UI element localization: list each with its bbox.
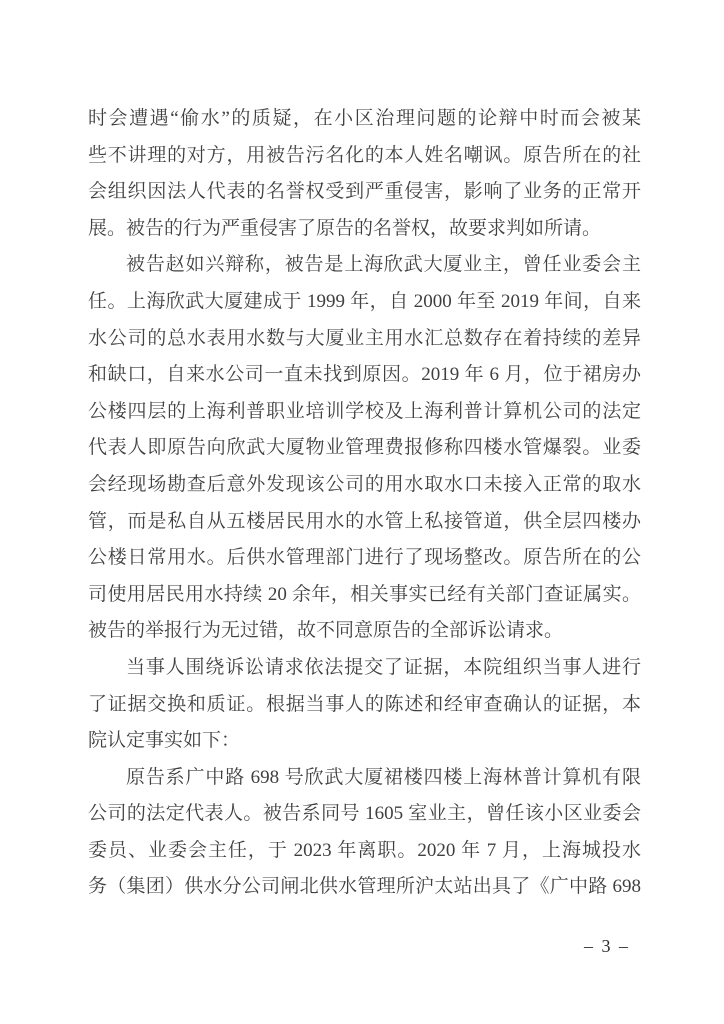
text-line: 会组织因法人代表的名誉权受到严重侵害，影响了业务的正常开 — [88, 181, 641, 203]
text-line: 司使用居民用水持续 20 余年，相关事实已经有关部门查证属实。 — [88, 583, 641, 605]
text-line: 原告系广中路 698 号欣武大厦裙楼四楼上海林普计算机有限 — [126, 766, 641, 788]
text-line: 院认定事实如下： — [88, 730, 241, 752]
text-line: 管，而是私自从五楼居民用水的水管上私接管道，供全层四楼办 — [88, 510, 641, 532]
text-line: 和缺口，自来水公司一直未找到原因。2019 年 6 月，位于裙房办 — [88, 364, 641, 386]
text-line: 展。被告的行为严重侵害了原告的名誉权，故要求判如所请。 — [88, 217, 602, 239]
text-line: 些不讲理的对方，用被告污名化的本人姓名嘲讽。原告所在的社 — [88, 144, 641, 166]
text-line: 委员、业委会主任，于 2023 年离职。2020 年 7 月，上海城投水 — [88, 839, 641, 861]
text-line: 代表人即原告向欣武大厦物业管理费报修称四楼水管爆裂。业委 — [88, 437, 641, 459]
text-line: 被告的举报行为无过错，故不同意原告的全部诉讼请求。 — [88, 620, 564, 642]
text-line: 公楼日常用水。后供水管理部门进行了现场整改。原告所在的公 — [88, 547, 641, 569]
text-line: 当事人围绕诉讼请求依法提交了证据，本院组织当事人进行 — [126, 656, 641, 678]
text-line: 了证据交换和质证。根据当事人的陈述和经审查确认的证据，本 — [88, 693, 641, 715]
text-line: 被告赵如兴辩称，被告是上海欣武大厦业主，曾任业委会主 — [126, 254, 641, 276]
text-line: 公司的法定代表人。被告系同号 1605 室业主，曾任该小区业委会 — [88, 803, 641, 825]
text-line: 公楼四层的上海利普职业培训学校及上海利普计算机公司的法定 — [88, 400, 641, 422]
text-line: 任。上海欣武大厦建成于 1999 年，自 2000 年至 2019 年间，自来 — [88, 290, 641, 312]
document-body — [88, 101, 641, 906]
page-number: – 3 – — [584, 936, 630, 956]
text-line: 时会遭遇“偷水”的质疑，在小区治理问题的论辩中时而会被某 — [88, 108, 641, 129]
text-line: 水公司的总水表用水数与大厦业主用水汇总数存在着持续的差异 — [88, 327, 641, 349]
text-line: 会经现场勘查后意外发现该公司的用水取水口未接入正常的取水 — [88, 473, 641, 495]
text-line: 务（集团）供水分公司闸北供水管理所沪太站出具了《广中路 698 — [88, 876, 641, 898]
